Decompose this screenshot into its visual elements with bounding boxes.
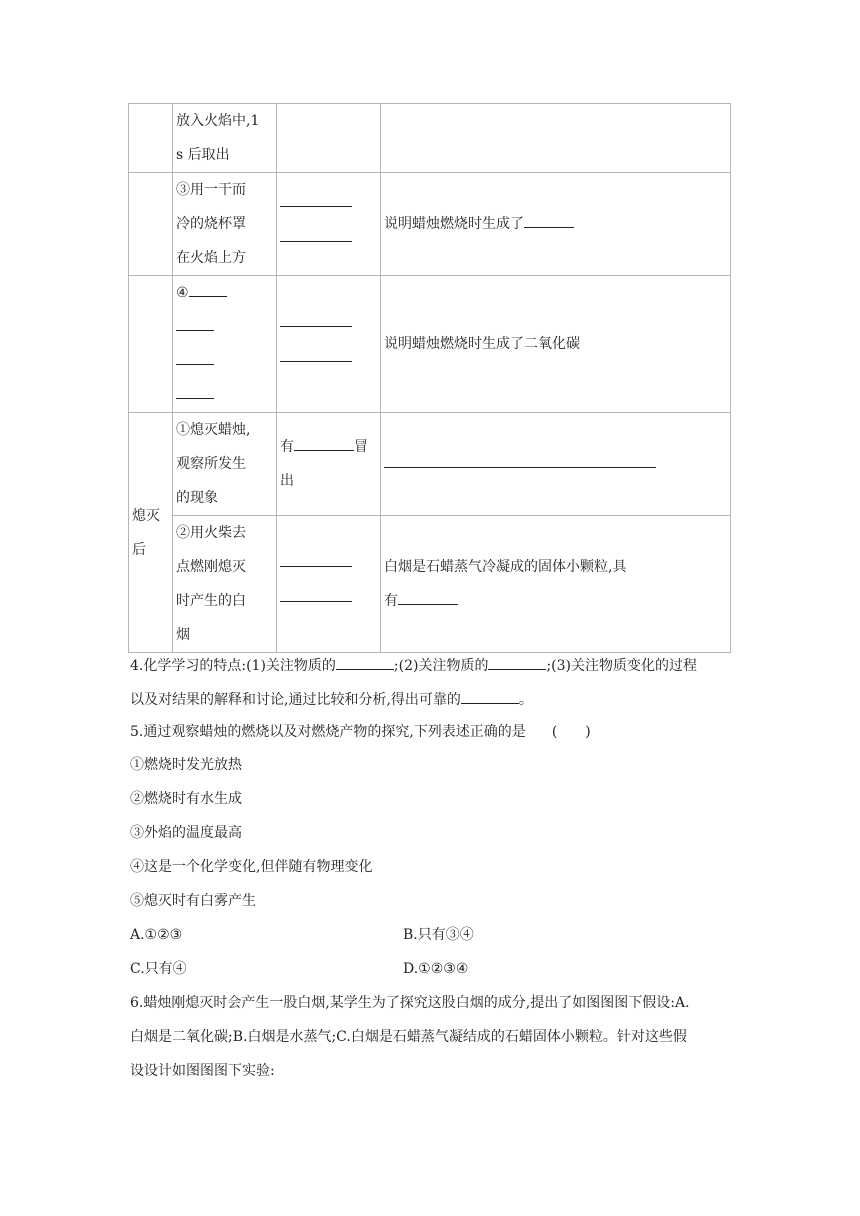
table-row (129, 104, 731, 173)
answer-blank[interactable] (280, 584, 352, 602)
statement-item: ⑤熄灭时有白雾产生 (130, 893, 256, 909)
conclusion-text: 白烟是石蜡蒸气冷凝成的固体小颗粒,具 (384, 559, 627, 575)
answer-parentheses[interactable]: ( ) (551, 724, 591, 740)
statement-item: ④这是一个化学变化,但伴随有物理变化 (130, 859, 373, 875)
step-text: 放入火焰中,1 (176, 113, 260, 129)
answer-blank[interactable] (398, 590, 458, 605)
table-row (129, 413, 731, 516)
table-row (129, 276, 731, 413)
experiment-table (128, 103, 731, 653)
step-cell (173, 276, 277, 413)
phenomenon-cell (277, 104, 381, 173)
conclusion-cell (381, 173, 731, 276)
step-cell (173, 413, 277, 516)
question-6-line: 设设计如图图图下实验: (130, 1063, 275, 1079)
statement-item: ②燃烧时有水生成 (130, 791, 242, 807)
phenomenon-text: 出 (280, 473, 294, 489)
stage-cell (129, 276, 173, 413)
conclusion-text: 说明蜡烛燃烧时生成了 (384, 216, 524, 232)
option-b[interactable]: B.只有③④ (403, 927, 474, 943)
table-row (129, 516, 731, 653)
question-4-line-2: 以及对结果的解释和讨论,通过比较和分析,得出可靠的 。 (130, 689, 533, 710)
question-5-stem: 5.通过观察蜡烛的燃烧以及对燃烧产物的探究,下列表述正确的是 ( ) (130, 724, 591, 740)
step-text: 在火焰上方 (176, 250, 246, 266)
phenomenon-text: 冒 (354, 439, 368, 455)
answer-blank[interactable] (294, 436, 354, 451)
answer-blank[interactable] (280, 189, 352, 207)
answer-blank[interactable] (336, 655, 394, 670)
step-text: ①熄灭蜡烛, (176, 422, 251, 438)
option-a[interactable]: A.①②③ (130, 927, 183, 943)
phenomenon-text: 有 (280, 439, 294, 455)
conclusion-cell: 说明蜡烛燃烧时生成了二氧化碳 (381, 276, 731, 413)
answer-blank[interactable] (384, 449, 656, 468)
step-text: 观察所发生 (176, 456, 246, 472)
answer-blank[interactable] (524, 213, 574, 228)
answer-blank[interactable] (461, 689, 519, 704)
statement-item: ①燃烧时发光放热 (130, 757, 242, 773)
option-d[interactable]: D.①②③④ (403, 961, 469, 977)
answer-blank[interactable] (280, 309, 352, 327)
conclusion-cell (381, 413, 731, 516)
answer-blank[interactable] (280, 549, 352, 567)
step-text: s 后取出 (176, 147, 230, 163)
conclusion-cell (381, 516, 731, 653)
phenomenon-cell (277, 516, 381, 653)
conclusion-cell (381, 104, 731, 173)
answer-blank[interactable] (280, 224, 352, 242)
answer-blank[interactable] (176, 316, 214, 331)
step-cell (173, 173, 277, 276)
statement-item: ③外焰的温度最高 (130, 825, 242, 841)
step-text: 冷的烧杯罩 (176, 216, 246, 232)
conclusion-text: 有 (384, 593, 398, 609)
phenomenon-cell (277, 413, 381, 516)
step-cell (173, 104, 277, 173)
step-text: ②用火柴去 (176, 525, 246, 541)
answer-blank[interactable] (176, 350, 214, 365)
step-text: 时产生的白 (176, 593, 246, 609)
stage-cell (129, 173, 173, 276)
step-text: 点燃刚熄灭 (176, 559, 246, 575)
phenomenon-cell (277, 173, 381, 276)
stage-cell: 熄灭后 (129, 413, 173, 653)
answer-blank[interactable] (280, 344, 352, 362)
step-text: 烟 (176, 627, 190, 643)
question-4-line-1: 4.化学学习的特点:(1)关注物质的 ;(2)关注物质的 ;(3)关注物质变化的过程 (130, 655, 697, 676)
answer-blank[interactable] (189, 282, 227, 297)
step-text: ③用一干而 (176, 182, 246, 198)
stage-cell (129, 104, 173, 173)
question-6-line: 白烟是二氧化碳;B.白烟是水蒸气;C.白烟是石蜡蒸气凝结成的石蜡固体小颗粒。针对这些假 (130, 1029, 687, 1045)
table-row (129, 173, 731, 276)
step-cell (173, 516, 277, 653)
question-6-line: 6.蜡烛刚熄灭时会产生一股白烟,某学生为了探究这股白烟的成分,提出了如图图图下假设:A. (130, 995, 690, 1011)
phenomenon-cell (277, 276, 381, 413)
option-c[interactable]: C.只有④ (130, 961, 187, 977)
answer-blank[interactable] (488, 655, 546, 670)
step-text: 的现象 (176, 490, 218, 506)
answer-blank[interactable] (176, 384, 214, 399)
step-text: ④ (176, 285, 189, 301)
